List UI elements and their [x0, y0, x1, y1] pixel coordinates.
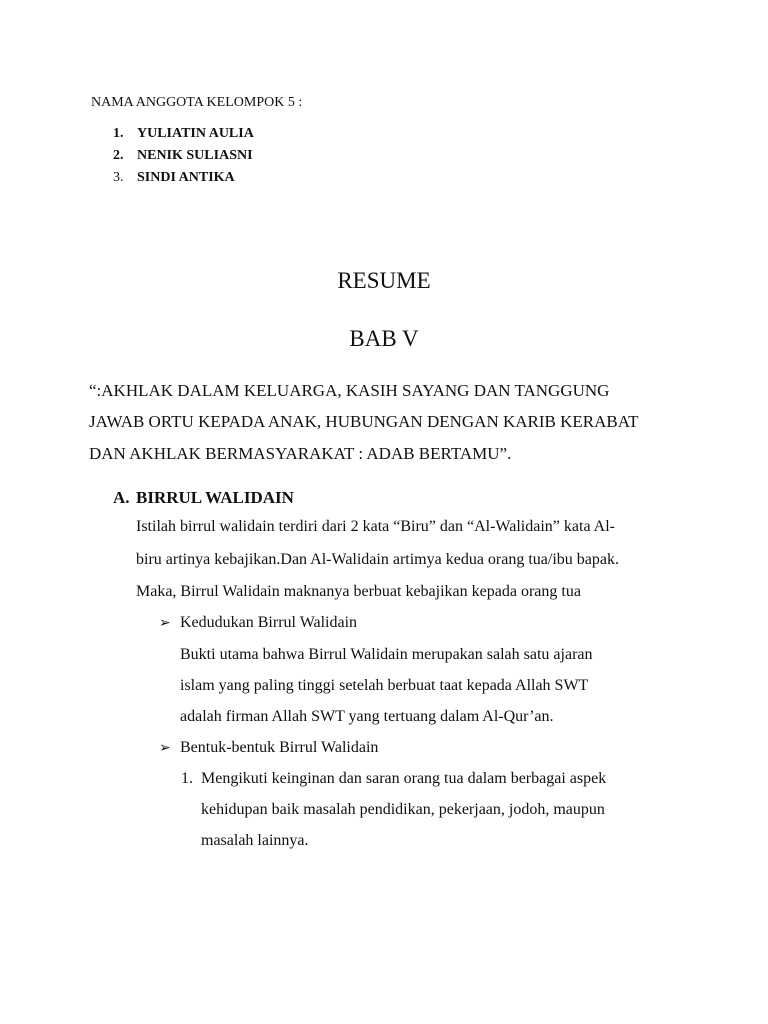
item-number: 1.: [181, 770, 193, 787]
section-letter: A.: [113, 488, 130, 507]
paragraph-line: Mengikuti keinginan dan saran orang tua dalam berbagai aspek: [201, 770, 607, 787]
bullet-item: [159, 614, 357, 632]
paragraph-line: islam yang paling tinggi setelah berbuat taat kepada Allah SWT: [180, 677, 589, 694]
bullet-item: [159, 739, 378, 757]
bullet-title: Bentuk-bentuk Birrul Walidain: [180, 739, 379, 756]
numbered-item: [181, 770, 606, 788]
topic-line: DAN AKHLAK BERMASYARAKAT : ADAB BERTAMU”.: [89, 444, 512, 463]
paragraph-line: Bukti utama bahwa Birrul Walidain merupakan salah satu ajaran: [180, 646, 593, 663]
section-title: BIRRUL WALIDAIN: [136, 488, 294, 507]
page-title: RESUME: [337, 268, 431, 293]
chapter-title: BAB V: [349, 326, 419, 351]
section-heading: [113, 488, 294, 508]
arrow-bullet-icon: ➢: [159, 616, 171, 631]
member-name: NENIK SULIASNI: [137, 148, 253, 163]
paragraph-line: Maka, Birrul Walidain maknanya berbuat kebajikan kepada orang tua: [136, 583, 581, 600]
paragraph-line: masalah lainnya.: [201, 832, 309, 849]
members-heading: NAMA ANGGOTA KELOMPOK 5 :: [91, 95, 303, 110]
member-item: [113, 170, 235, 186]
paragraph-line: Istilah birrul walidain terdiri dari 2 kata “Biru” dan “Al-Walidain” kata Al-: [136, 518, 615, 535]
topic-line: JAWAB ORTU KEPADA ANAK, HUBUNGAN DENGAN KARIB KERABAT: [89, 412, 639, 431]
paragraph-line: kehidupan baik masalah pendidikan, pekerjaan, jodoh, maupun: [201, 801, 605, 818]
bullet-title: Kedudukan Birrul Walidain: [180, 614, 358, 631]
member-item: [113, 148, 253, 164]
member-name: SINDI ANTIKA: [137, 170, 235, 185]
paragraph-line: adalah firman Allah SWT yang tertuang dalam Al-Qur’an.: [180, 708, 554, 725]
member-number: 2.: [113, 148, 124, 163]
paragraph-line: biru artinya kebajikan.Dan Al-Walidain artimya kedua orang tua/ibu bapak.: [136, 551, 619, 568]
member-item: [113, 126, 254, 142]
member-number: 3.: [113, 170, 124, 185]
topic-line: “:AKHLAK DALAM KELUARGA, KASIH SAYANG DAN TANGGUNG: [89, 381, 610, 400]
arrow-bullet-icon: ➢: [159, 741, 171, 756]
member-name: YULIATIN AULIA: [137, 126, 254, 141]
member-number: 1.: [113, 126, 124, 141]
